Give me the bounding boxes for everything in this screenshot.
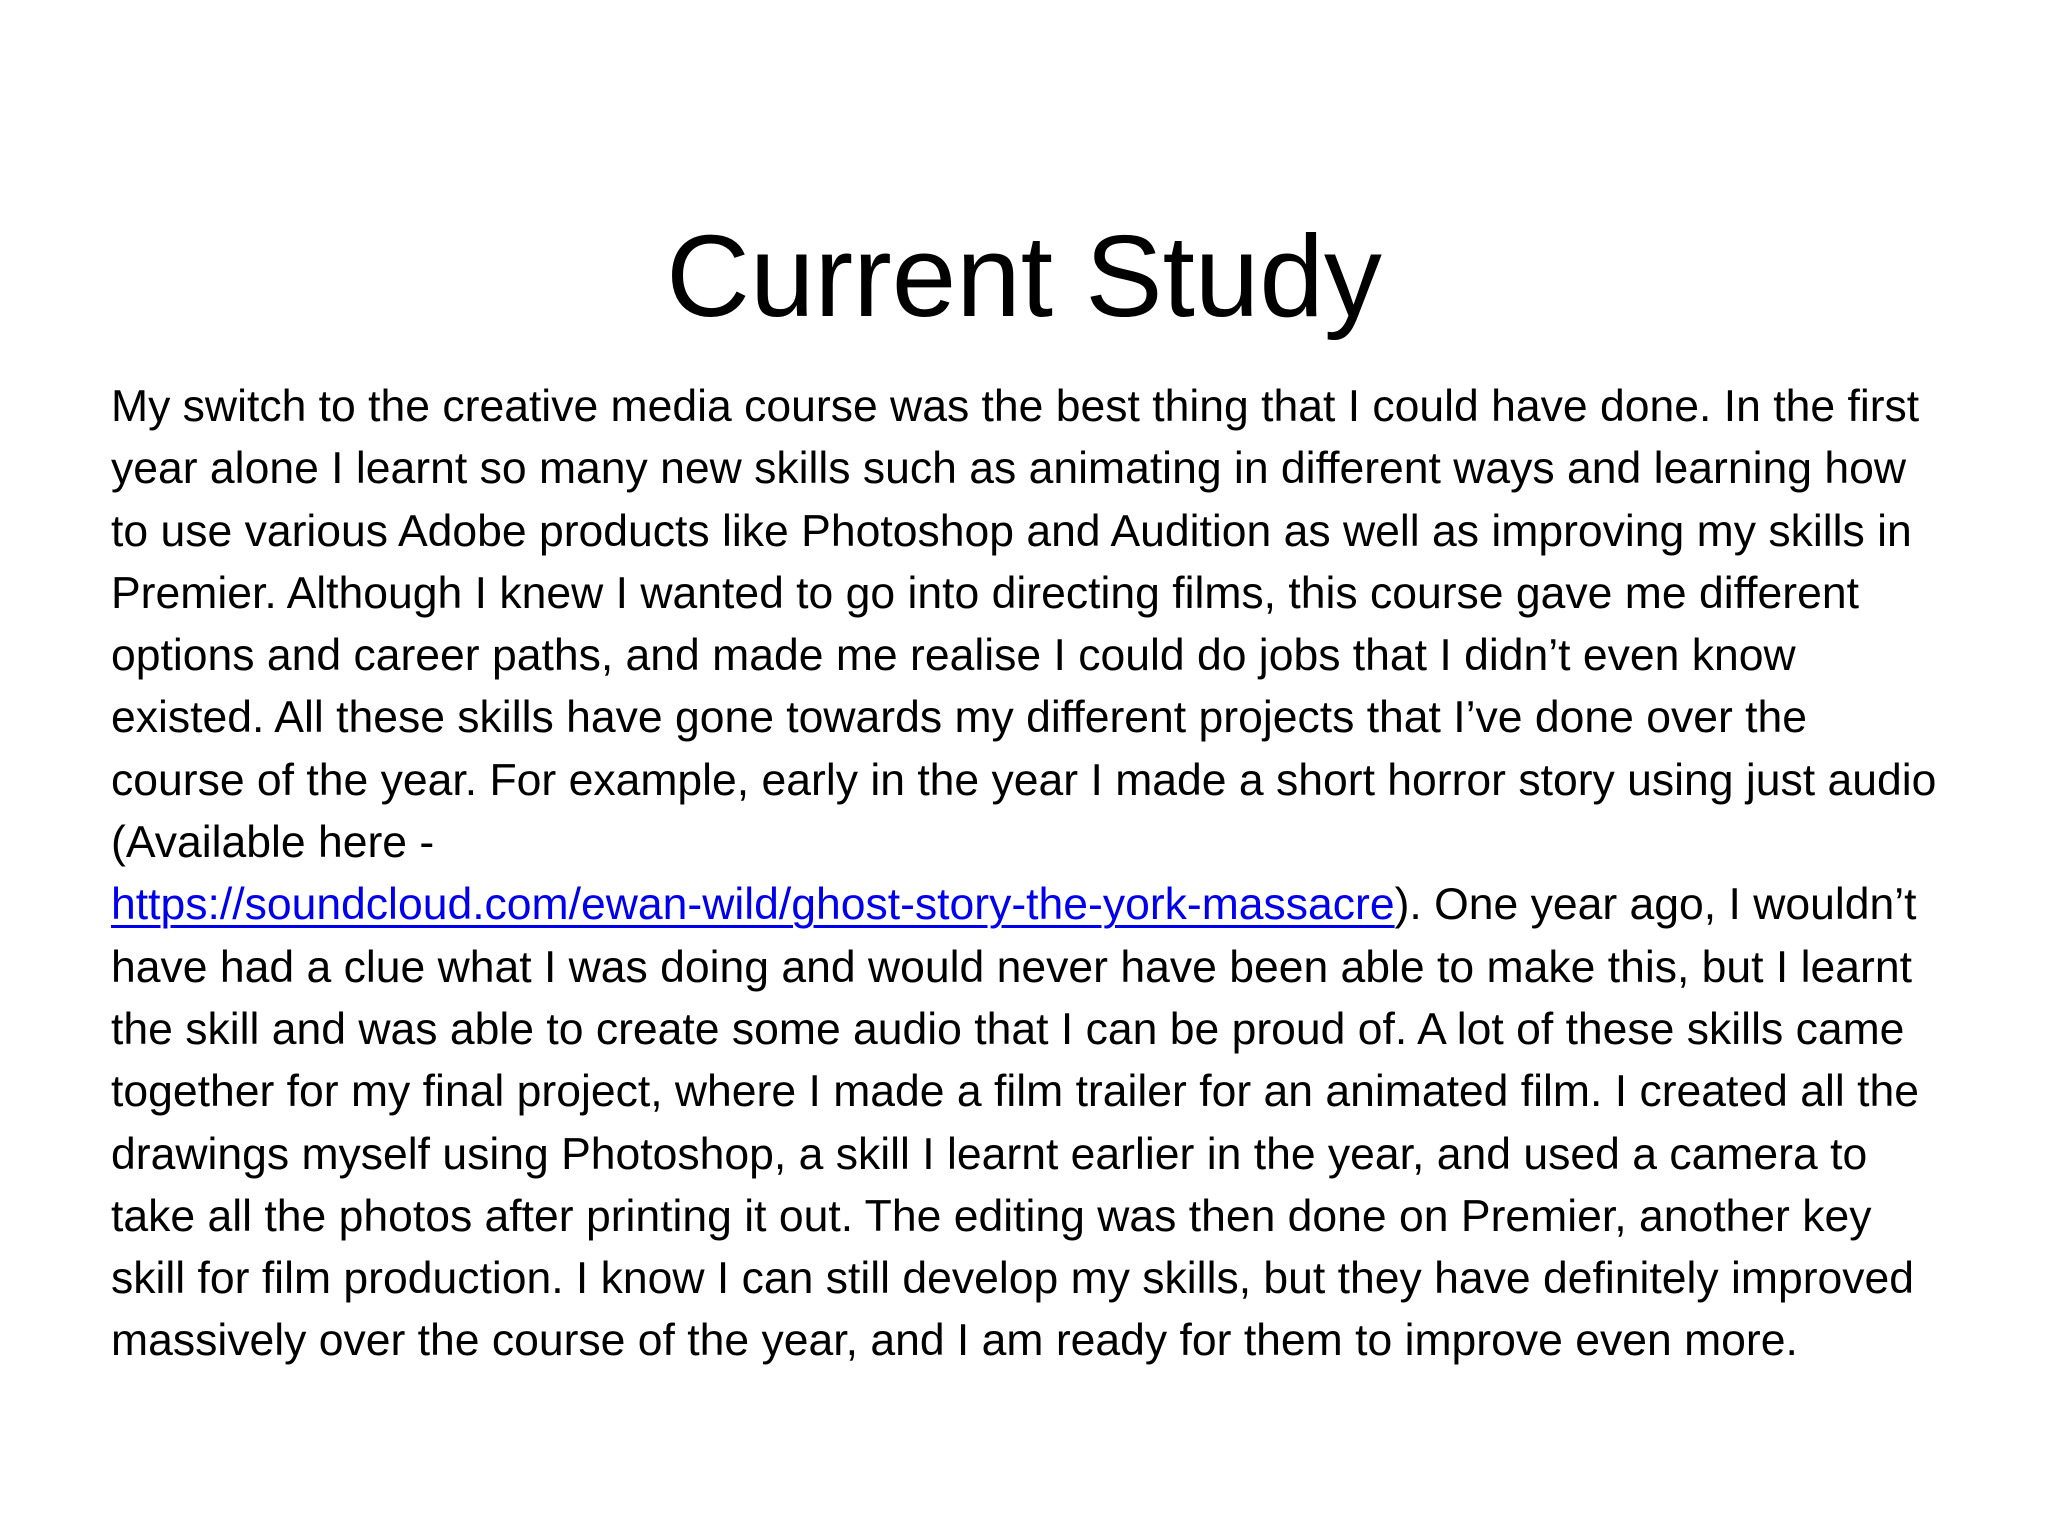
paragraph-text-before-link: My switch to the creative media course was the best thing that I could have done. In the first year alone I learnt so many new skills such as animating in different ways and learning how to use various Adobe products like Photoshop and Audition as well as improving my skills in Premier. Although I knew I wanted to go into directing films, this course gave me different options and career paths, and made me realise I could do jobs that I didn’t even know existed. All these skills have gone towards my different projects that I’ve done over the course of the year. For example, early in the year I made a short horror story using just audio (Available here -: [111, 382, 1937, 868]
body-paragraph: [111, 376, 1941, 1373]
slide-title: Current Study: [666, 210, 1382, 341]
paragraph-text-after-link: ). One year ago, I wouldn’t have had a clue what I was doing and would never have been able to make this, but I learnt the skill and was able to create some audio that I can be proud of. A lot of these skills came together for my final project, where I made a film trailer for an animated film. I created all the drawings myself using Photoshop, a skill I learnt earlier in the year, and used a camera to take all the photos after printing it out. The editing was then done on Premier, another key skill for film production. I know I can still develop my skills, but they have definitely improved massively over the course of the year, and I am ready for them to improve even more.: [111, 880, 1919, 1366]
soundcloud-link[interactable]: https://soundcloud.com/ewan-wild/ghost-story-the-york-massacre: [111, 880, 1395, 930]
